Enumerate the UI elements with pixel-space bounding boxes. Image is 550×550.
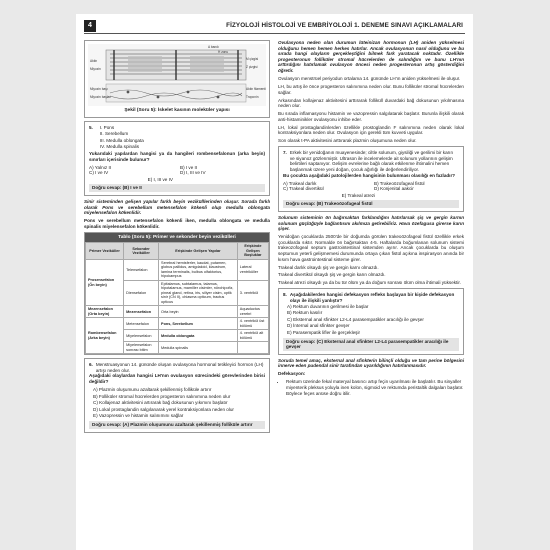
table-cell: Metensefalon xyxy=(124,318,159,330)
muscle-figure xyxy=(84,40,270,118)
explanation-paragraph: LH, bu artış ile önce progesteron salınımına neden olur. Bunu folliküler stromal hücrelerden sağlar. xyxy=(278,83,464,95)
option-e: E) Vazopressin ve histamin salınımını sağlar xyxy=(93,413,184,419)
figure-image xyxy=(88,44,266,106)
question-8-number: 8. xyxy=(283,292,287,298)
option-c: C) Trakeal divertikül xyxy=(283,186,324,192)
table-cell: Miyelensefalon xyxy=(124,330,159,342)
figure-caption: Şekil (Soru 5): İskelet kasının moleküler yapısı xyxy=(124,108,230,113)
table-cell: Miyelensefalon sonrası bitim xyxy=(124,342,159,354)
table-cell: Orta beyin xyxy=(159,306,238,318)
label-aktin-filamenti: Aktin filamenti xyxy=(246,87,266,91)
question-6 xyxy=(84,358,270,432)
right-column xyxy=(278,40,464,398)
table-cell: Prosensefalon (Ön beyin) xyxy=(86,259,124,306)
table-cell: Aquaductus cerebri xyxy=(237,306,268,318)
list-item: II. Serebellum xyxy=(99,131,129,137)
label-miyozin-basi: Miyozin başı xyxy=(90,87,108,91)
left-column xyxy=(84,40,270,436)
question-5 xyxy=(84,121,270,196)
table-cell: 4. ventrikül üst bölümü xyxy=(237,318,268,330)
question-8-options xyxy=(287,304,459,336)
table-cell: Medulla oblongata xyxy=(159,330,238,342)
question-7-number: 7. xyxy=(283,150,287,156)
section-heading: Defekasyon: xyxy=(278,371,306,377)
table-header: Primer Veziküller xyxy=(86,243,124,260)
table-cell: 3. ventrikül xyxy=(237,280,268,306)
table-title: Tablo (Soru 5): Primer ve sekonder beyin vezikülleri xyxy=(85,233,269,243)
option-a: A) Rektum duvarının gerilmesi ile başlar xyxy=(287,303,369,309)
option-d: D) Konjenital aakcir xyxy=(374,186,414,192)
option-c: C) Kollajenaz aktivitesini artırarak bağ dokusunun yıkımını başlatır xyxy=(93,400,228,406)
brain-vesicle-table xyxy=(84,232,270,356)
table-cell: Mezensefalon xyxy=(124,306,159,318)
explanation-paragraph: Pons ve serebellum metensefalon kökenli iken, medulla oblongata ve medulla spinalis miyelensefalon kökenlidir. xyxy=(84,218,270,229)
question-7-intro: Erkek bir yenidoğanın muayenesinde; ciltle solunum, giysiliği ve gerilimi bir karın ve siyanoz gözlenmiştir. Ultrason ile incelemelerde ait solunum yollarının gelişim belirtileri saptanıyor. Gelişim evrelerine bağlı olarak etkilenme ihtimalini hemen başlanmak üzere yeni doğan, çocuk ağırlığı ile değerlendiriliyor. xyxy=(289,150,453,173)
option-a: A) Yalnız II xyxy=(89,164,112,170)
label-h-zone: H zonu xyxy=(218,50,229,54)
table-cell: Epitalamus, subtalamus, talamus, hipotalamus, mamiller cisimler, nörohipofiz, pineal gland, retina, iris, siliyer cisim, optik sinir (CN II), chiasma opticum, tractus opticus xyxy=(159,280,238,306)
option-e: E) Parasempatik lifler ile gerçekleşir xyxy=(287,330,361,336)
label-miyozin: Miyozin xyxy=(90,67,101,71)
table-cell: Pons, Serebellum xyxy=(159,318,238,330)
explanation-paragraph: Sinir sisteminden gelişen yapılar farklı beyin vezikülllerinden oluşur. Sorada farklı olarak Pons ve serebellum metensefalon kökenli olup medulla oblongata miyelensefalon kökenlidir. xyxy=(84,198,270,216)
explanation-paragraph: Trakeal divertikül olsaydı şiş ve gergin karın olmazdı. xyxy=(278,272,386,278)
document-page xyxy=(76,14,473,550)
option-e: E) I, III ve IV xyxy=(147,176,173,182)
question-5-options xyxy=(89,165,265,176)
page-header xyxy=(84,20,465,34)
table-header: Sekonder Veziküller xyxy=(124,243,159,260)
table-row xyxy=(86,318,269,330)
question-6-intro: Menstruasyonun 14. gününde oluşan ovulasyona hormonal tetikleyici hormon (LH) artışı neden olur. xyxy=(95,362,264,373)
question-8-answer: Doğru cevap: (C) Eksternal anal sfinkter L2-L4 parasempatikler aracılığı ile gevşer xyxy=(283,338,459,351)
explanation-paragraph: Ovulasyon menstrüel periyodun ortalama 14. gününde LH'ın aniden yükselmesi ile oluşur. xyxy=(278,75,461,81)
question-7-stem: Bu çocukta aşağıdaki patolojilerden hangisinin bulunması olasılığı en fazladır? xyxy=(283,172,456,178)
option-d: D) I, III ve IV xyxy=(180,170,206,176)
explanation-paragraph: Arkasından kollajenaz aktivitesini arttırarak folliküll duvardaki bağ dokusunun yıkılmasına neden olur. xyxy=(278,97,464,109)
question-6-stem: Aşağıdaki olaylardan hangisi LH'nın ovulasyon sürecindeki görevlerinden birisi değildir? xyxy=(89,373,265,385)
explanation-paragraph: Bu sırada inflamasyonu histamin ve vazopressin salgılatarak başlatır. Burunla ilişkili olarak anti-histaminikler ovulasyonu inhibe eder. xyxy=(278,111,464,122)
question-5-items xyxy=(100,125,144,151)
question-6-options xyxy=(93,387,265,419)
question-8-stem: Aşağıdakilerden hangisi defekasyon refleks başlayan bir kişide defekasyon olayı ile ilişkili yanlıştır? xyxy=(289,292,455,304)
table-row xyxy=(86,306,269,318)
table-cell: Serebral hemisferler, kaudat, putamen, globus pallidus, amigdaloid, klaustrum, lamina terminalis, bulbus olfaktorius, hipokampus xyxy=(159,259,238,280)
label-troponin: Troponin xyxy=(246,95,259,99)
question-8 xyxy=(278,288,464,354)
table-cell: Rombensefalon (Arka beyin) xyxy=(86,318,124,354)
option-e: E) Trakeal atrezi xyxy=(341,192,376,198)
vesicle-table xyxy=(85,242,269,354)
option-a: A) Plazmin oluşumunu azaltarak şekillenmiş folliküle artırır xyxy=(93,387,212,393)
label-miyozin-baslari: Miyozin başları xyxy=(90,95,112,99)
option-b: B) Rektum kasılır xyxy=(287,310,323,316)
explanation-paragraph: LH, lokal prostaglandinlerden özellikle prostoglandin F salınımına neden olarak lokal kontraksiyonlara neden olur. Ovulasyon için gerekli tüm kuvveti uygular. xyxy=(278,124,464,136)
table-cell: Mezensefalon (Orta beyin) xyxy=(86,306,124,318)
question-7-answer: Doğru cevap: (B) Trakeoözofageal fistül xyxy=(283,200,459,208)
label-aktin: Aktin xyxy=(90,59,98,63)
explanation-paragraph: Trakeal atrezi olsaydı ya da bu tür ölüm ya da doğum sonrası ölüm olma ihtimali yüksektir. xyxy=(278,280,461,286)
table-header: Erişkinde Gelişen Yapılar xyxy=(159,243,238,260)
explanation-paragraph: Ovulasyona neden olan durumun lüteinizan hormonun (LH) aniden yükselmesi olduğunu hemen hemen herkes hatırlar. Ancak ovulasyonun nasıl olduğunu ve bu sırada hangi olayların gerçekleştiğini bilmek fark yaratacak noktadır. Özellikle progesteronun folliküler stromal hücrelerden de salındığını ve bunu LH'nın arttırdığını hatırlamak ovulasyon öncesi neden progesteronun artış gösterdiğini öğretir. xyxy=(278,40,464,73)
label-a-band: A bandı xyxy=(208,45,219,49)
explanation-paragraph: Yenidoğan çocuklarda 2500'de bir doğumda görülen trakeoözofageal fistül özellikle erkek çocuklarda sıktır. Normalde ön bağırsaktan 4-5. Haftalarda boğumlanan solunum sistemi trakeozofogeal septum gastrointestinal sistemden ayırır. Ancak çocuklarda bu oluşum septumun yeterli gelişmemesi durumunda ortaya çıkan fistül açıkına inspirasyon anında bir kısım hava gastrointestinal sisteme girer. xyxy=(278,234,464,262)
table-cell: Diensefalon xyxy=(124,280,159,306)
explanation-paragraph: Son olarak t-PA aktivitesini arttırarak plazmin oluşumuna neden olur. xyxy=(278,138,417,144)
option-a: A) Trakeal darlık xyxy=(283,180,317,186)
table-cell xyxy=(237,342,268,354)
table-cell: 4. ventrikül alt bölümü xyxy=(237,330,268,342)
question-6-answer: Doğru cevap: (A) Plazmin oluşumunu azaltarak şekillenmiş folliküle artırır xyxy=(89,421,265,429)
table-row xyxy=(86,259,269,280)
table-cell: Telensefalon xyxy=(124,259,159,280)
option-b: B) I ve II xyxy=(180,164,198,170)
question-6-number: 6. xyxy=(89,362,93,368)
list-item: IV. Medulla spinalis xyxy=(99,144,139,150)
question-5-number: 5. xyxy=(89,124,93,130)
table-cell: Lateral ventriküller xyxy=(237,259,268,280)
header-title: FİZYOLOJİ HİSTOLOJİ VE EMBRİYOLOJİ 1. DENEME SINAVI AÇIKLAMALARI xyxy=(226,22,463,29)
explanation-paragraph: Solunum sisteminin ön bağırsaktan farklandığını hatırlarsak şiş ve gergin karnın solunum güçlüğüyle bağlantısını akılmıza getirebiliriz. Hava özefagusa girerse karın şişer. xyxy=(278,214,464,232)
page-number: 4 xyxy=(84,20,96,32)
list-item: • Rektum üzerinde fekal materyal basıncı artıp feçin uyarılması ile başlatılır. Bu sinyaller miyenterik pleksus yoluyla inen kolon, sigmoid ve rektumda peristaltik dalgaları başlatır. Böylece feçes anüse doğru itilir. xyxy=(286,379,464,396)
list-item: I. Pons xyxy=(99,124,115,130)
list-item: III. Medulla oblongata xyxy=(99,137,144,143)
explanation-paragraph: Soruda temel amaç, eksternal anal sfinkterin bilinçli olduğu ve tam perine bölgesini innerve eden pudendal sinir tarafından uyarıldığının hatırlanmasıdır. xyxy=(278,357,464,369)
question-7-options xyxy=(283,181,459,192)
option-b: B) Folliküler stromal hücrelerden progesteron salınımına neden olur xyxy=(93,393,231,399)
option-d: D) İnternal anal sfinkter gevşer xyxy=(287,323,350,329)
explanation-paragraph: Trakeal darlık olsaydı şiş ve gergin karnı olmazdı. xyxy=(278,264,379,270)
option-d: D) Lokal prostaglandin salgılanarak yerel kontraksiyonlara neden olur xyxy=(93,406,234,412)
option-b: B) Trakeoözofageal fistül xyxy=(374,180,425,186)
question-7 xyxy=(278,146,464,212)
defecation-list xyxy=(286,379,464,396)
label-z-line: Z çizgisi xyxy=(246,65,258,69)
table-cell: Medulla spinalis xyxy=(159,342,238,354)
question-5-stem: Yukarıdaki yapılardan hangisi ya da hangileri rombensefalonun (arka beyin) sınırları içerisinde bulunur? xyxy=(89,150,265,162)
question-5-answer: Doğru cevap: (B) I ve II xyxy=(89,184,265,192)
table-header: Erişkinde Gelişen Boşluklar xyxy=(237,243,268,260)
sarcomere-diagram xyxy=(88,44,266,106)
option-c: C) I ve IV xyxy=(89,170,109,176)
label-m-line: M çizgisi xyxy=(246,57,259,61)
option-c: C) Eksternal anal sfinkter L2-L4 parasempatikler aracılığı ile gevşer xyxy=(287,316,424,322)
